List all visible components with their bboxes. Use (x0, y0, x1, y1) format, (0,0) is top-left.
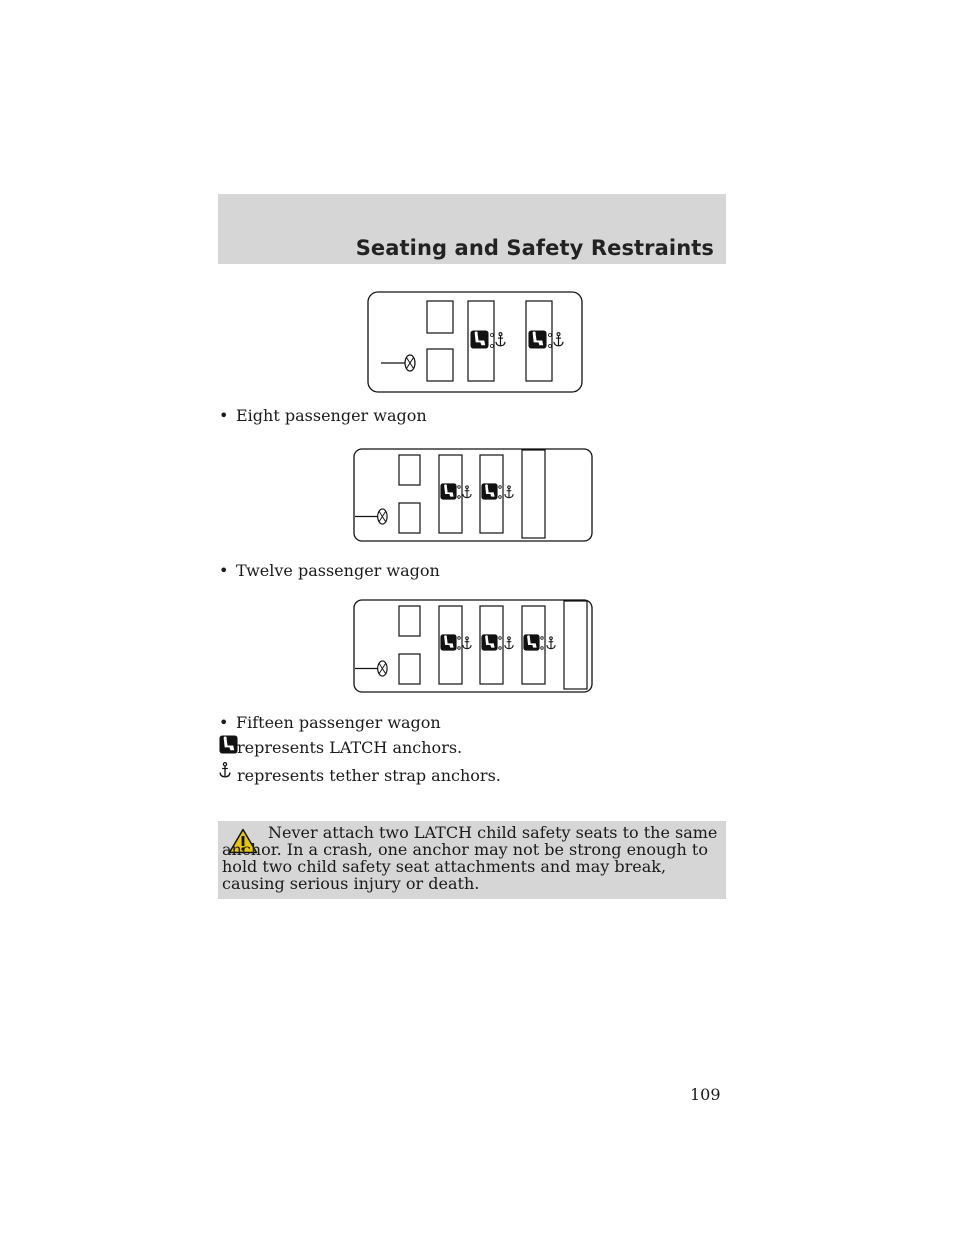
warning-text: Never attach two LATCH child safety seats to the same anchor. In a crash, one anchor may not be strong enough to hold two child safety seat attachments and may break, causing serious injury or death. (222, 823, 718, 893)
caption-fifteen-passenger: • Fifteen passenger wagon (219, 713, 441, 732)
caption-twelve-passenger: • Twelve passenger wagon (219, 561, 440, 580)
latch-anchor-icon (440, 483, 456, 499)
latch-anchor-icon (528, 330, 546, 348)
seating-diagram-twelve-passenger (353, 448, 593, 542)
page-number: 109 (690, 1085, 721, 1104)
latch-anchor-icon (219, 735, 238, 754)
latch-anchor-icon (470, 330, 488, 348)
tether-anchor-icon (219, 762, 231, 778)
latch-anchor-icon (440, 634, 456, 650)
seating-diagram-fifteen-passenger (353, 599, 593, 693)
section-title: Seating and Safety Restraints (355, 236, 714, 260)
latch-anchor-icon (523, 634, 539, 650)
latch-anchor-icon (481, 634, 497, 650)
caption-eight-passenger: • Eight passenger wagon (219, 406, 427, 425)
legend-tether-text: represents tether strap anchors. (237, 766, 501, 785)
warning-box (218, 821, 726, 899)
legend-latch-text: represents LATCH anchors. (237, 738, 463, 757)
seating-diagram-eight-passenger (367, 291, 583, 393)
section-header-band (218, 194, 726, 264)
latch-anchor-icon (481, 483, 497, 499)
